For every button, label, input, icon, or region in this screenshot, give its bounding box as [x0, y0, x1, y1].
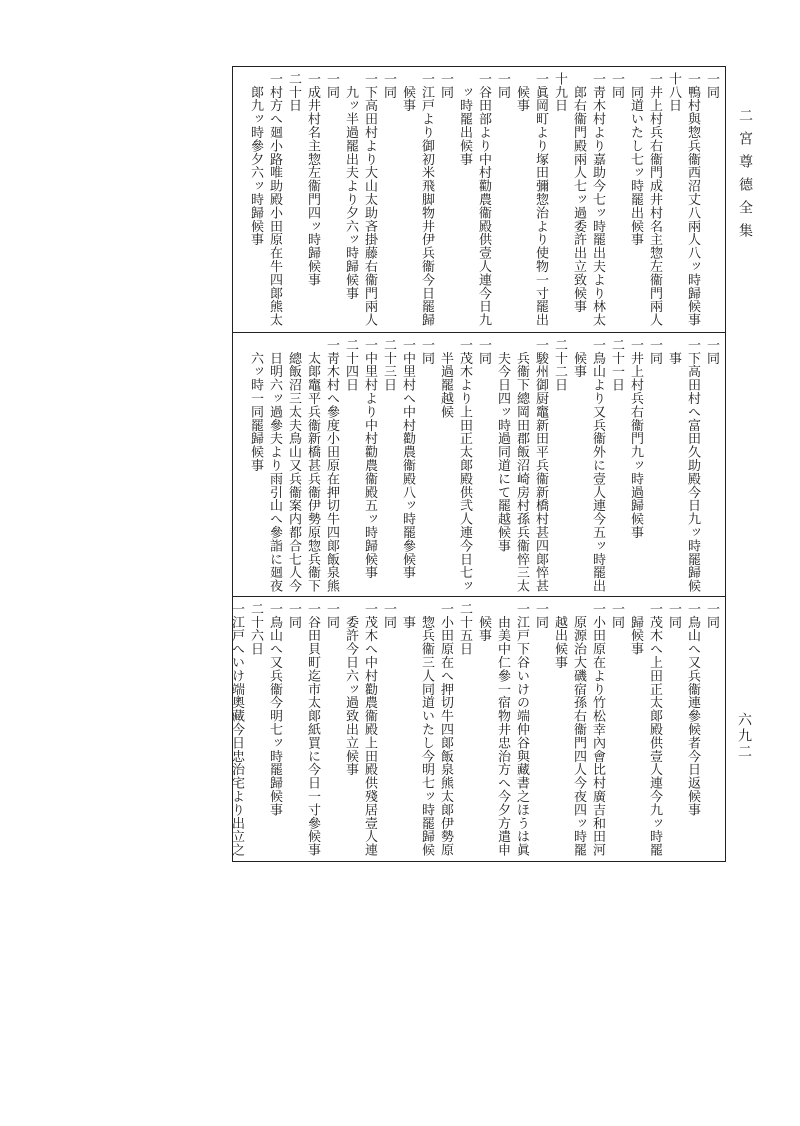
band-columns	[246, 72, 721, 328]
text-column: 二十六日	[248, 602, 263, 656]
text-column: 六ッ時一同罷歸候事	[248, 338, 263, 472]
text-column: 半過罷越候	[438, 338, 453, 419]
text-column: 一同	[704, 602, 719, 629]
text-column: 二十三日	[381, 338, 396, 392]
text-column: 一茂木より上田正太郞殿供弐人連今日七ッ	[457, 338, 472, 593]
text-column: 一同	[704, 338, 719, 365]
text-column: 一同	[381, 72, 396, 99]
text-column: 一靑木村より嘉助今七ッ時罷出夫より林太	[590, 72, 605, 327]
text-column: 候事	[476, 602, 491, 643]
text-column: 一同	[647, 338, 662, 365]
text-column: 一成井村名主惣左衞門四ッ時歸候事	[305, 72, 320, 287]
text-column: ッ時罷出候事	[457, 72, 472, 166]
text-column: 一靑木村へ參度小田原在押切牛四郞飯泉熊	[324, 338, 339, 593]
text-column: 一同	[666, 602, 681, 629]
text-column: 一小田原在より竹松幸內會比村廣吉和田河	[590, 602, 605, 857]
text-column: 日明六ッ過參夫より雨引山へ參詣に廻夜	[267, 338, 282, 593]
text-column: 一同	[609, 72, 624, 99]
band-columns	[246, 338, 721, 593]
text-column: 一同	[476, 338, 491, 365]
text-column: 一鳥山より又兵衞外に壹人連今五ッ時罷出	[590, 338, 605, 593]
text-column: 一鳥山へ又兵衞今明七ッ時罷歸候事	[267, 602, 282, 817]
text-column: 一同	[704, 72, 719, 99]
text-column: 太郞竈平兵衞新橋甚兵衞伊勢原惣兵衞下	[305, 338, 320, 593]
text-column: 一江戸下谷いけの端仲谷與藏書之ほうは眞	[514, 602, 529, 857]
text-column: 二十二日	[552, 338, 567, 392]
text-column: 一同	[286, 602, 301, 629]
text-column: 一同	[381, 602, 396, 629]
text-column: 一鳥山へ又兵衞連參候者今日返候事	[685, 602, 700, 817]
text-column: 一同	[324, 602, 339, 629]
text-column: 一江戸より御初米飛脚物井伊兵衞今日罷歸	[419, 72, 434, 327]
text-column: 一中里村より中村勸農衞殿五ッ時歸候事	[362, 338, 377, 580]
text-column: 二十五日	[457, 602, 472, 656]
text-column: 一村方へ廻小路唯助殿小田原在牛四郞熊太	[267, 72, 282, 327]
text-column: 委許今日六ッ過致出立候事	[343, 602, 358, 777]
text-column: 一同	[495, 72, 510, 99]
text-column: 一小田原在へ押切牛四郞飯泉熊太郞伊勢原	[438, 602, 453, 857]
text-column: 一同	[609, 602, 624, 629]
text-band-middle	[233, 332, 725, 597]
text-column: 一下高田村より大山太助吝掛藤右衞門兩人	[362, 72, 377, 327]
text-column: 候事	[571, 338, 586, 379]
text-column: 二十一日	[609, 338, 624, 392]
text-column: 惣兵衞三人同道いたし今明七ッ時罷歸候	[419, 602, 434, 857]
text-column: 總飯沼三太夫鳥山又兵衞案内都合七人今	[286, 338, 301, 593]
text-frame	[229, 66, 726, 862]
text-column: 一駿州御厨竈新田平兵衞新橋村甚四郞悴甚	[533, 338, 548, 593]
text-column: 兵衞下總岡田郡飯沼崎房村孫兵衞悴三太	[514, 338, 529, 593]
text-column: 事	[400, 602, 415, 629]
text-column: 一茂木へ中村勸農衞殿上田殿供殘居壹人連	[362, 602, 377, 857]
text-column: 歸候事	[628, 602, 643, 656]
text-column: 一中里村へ中村勸農衞殿八ッ時罷參候事	[400, 338, 415, 580]
text-column: 一井上村兵右衞門九ッ時過歸候事	[628, 338, 643, 539]
text-column: 事	[666, 338, 681, 365]
text-column: 候事	[514, 72, 529, 113]
text-band-bottom	[229, 596, 725, 862]
text-column: 一谷田部より中村勸農衞殿供壹人連今日九	[476, 72, 491, 327]
text-column: 二十日	[286, 72, 301, 113]
text-column: 越出候事	[552, 602, 567, 669]
text-column: 同道いたし七ッ時罷出候事	[628, 72, 643, 247]
text-column: 十九日	[552, 72, 567, 113]
text-column: 九ッ半過罷出夫より夕六ッ時歸候事	[343, 72, 358, 300]
text-column: 一同	[438, 72, 453, 99]
text-column: 原源治大磯宿孫右衞門四人今夜四ッ時罷	[571, 602, 586, 857]
text-column: 夫今日四ッ時過同道にて罷越候事	[495, 338, 510, 553]
book-title: 二宮尊德全集	[737, 108, 753, 246]
text-column: 一同	[324, 72, 339, 99]
text-column: 由美中仁參一宿物井忠治方へ今夕方遣申	[495, 602, 510, 857]
text-column: 一同	[419, 338, 434, 365]
text-column: 候事	[400, 72, 415, 113]
text-column: 一鴨村與惣兵衞西沼丈八兩人八ッ時歸候事	[685, 72, 700, 327]
text-column: 一茂木へ上田正太郞殿供壹人連今九ッ時罷	[647, 602, 662, 857]
text-column: 一下高田村へ富田久助殿今日九ッ時罷歸候	[685, 338, 700, 593]
text-column: 一江戸へいけ端奧藏今日忠治宅より出立之	[229, 602, 244, 857]
text-column: 一眞岡町より塚田彌惣治より使物一寸罷出	[533, 72, 548, 327]
text-column: 一同	[533, 602, 548, 629]
text-column: 郎右衞門殿兩人七ッ過委許出立致候事	[571, 72, 586, 314]
text-column: 一谷田貝町迄市太郞紙買に今日一寸參候事	[305, 602, 320, 857]
text-column: 二十四日	[343, 338, 358, 392]
text-column: 一井上村兵右衞門成井村名主惣左衞門兩人	[647, 72, 662, 327]
page-number: 六九二	[736, 712, 752, 760]
text-column: 十八日	[666, 72, 681, 113]
text-column: 郞九ッ時參夕六ッ時歸候事	[248, 72, 263, 247]
text-band-top	[233, 67, 725, 332]
band-columns	[227, 602, 721, 858]
